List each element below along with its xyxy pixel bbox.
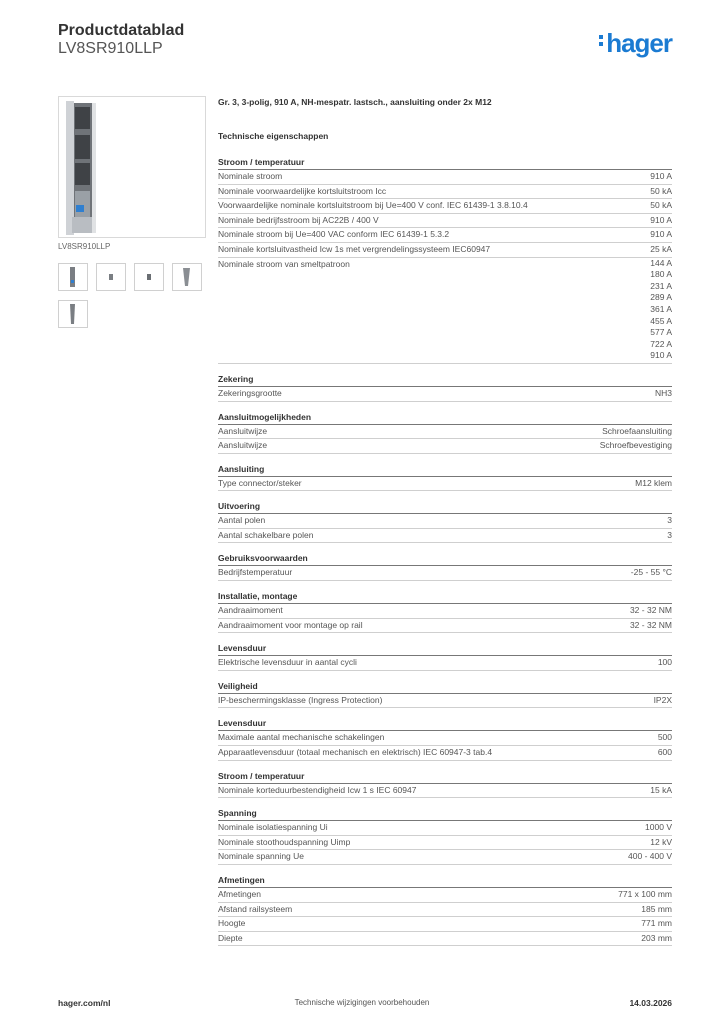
spec-value: 3 <box>667 529 672 540</box>
spec-value: 100 <box>657 657 672 668</box>
spec-label: Maximale aantal mechanische schakelingen <box>218 732 385 743</box>
spec-value: 910 A <box>650 229 672 240</box>
spec-value: 32 - 32 NM <box>629 605 672 616</box>
spec-label: Zekeringsgrootte <box>218 387 282 398</box>
spec-row <box>218 425 672 440</box>
group-title: Aansluiting <box>218 463 672 477</box>
spec-row <box>218 228 672 243</box>
spec-value-item: 455 A <box>650 315 672 326</box>
spec-group <box>218 680 672 709</box>
thumbnail-image <box>173 264 201 290</box>
spec-value-item: 577 A <box>650 327 672 338</box>
spec-label: Nominale isolatiespanning Ui <box>218 822 328 833</box>
thumbnail-image <box>97 264 125 290</box>
thumbnail-4[interactable] <box>172 263 202 291</box>
spec-label: Nominale stroom <box>218 171 283 181</box>
spec-label: Type connector/steker <box>218 477 302 488</box>
spec-value-item: 180 A <box>650 269 672 280</box>
spec-row <box>218 439 672 454</box>
group-title: Levensduur <box>218 642 672 656</box>
product-photo[interactable] <box>58 96 206 238</box>
spec-label: Aantal schakelbare polen <box>218 529 314 540</box>
spec-row <box>218 214 672 229</box>
footer-notice: Technische wijzigingen voorbehouden <box>294 998 430 1007</box>
group-title: Levensduur <box>218 717 672 731</box>
spec-value: NH3 <box>654 387 672 398</box>
spec-value: IP2X <box>653 694 672 705</box>
spec-value-item: 289 A <box>650 292 672 303</box>
spec-row <box>218 170 672 185</box>
spec-label: Voorwaardelijke nominale kortsluitstroom bij Ue=400 V conf. IEC 61439-1 3.8.10.4 <box>218 200 528 211</box>
spec-row <box>218 514 672 529</box>
spec-group <box>218 552 672 581</box>
spec-value-item: 722 A <box>650 338 672 349</box>
spec-label: IP-beschermingsklasse (Ingress Protection) <box>218 694 383 705</box>
spec-value-item: 231 A <box>650 280 672 291</box>
spec-label: Aandraaimoment <box>218 605 283 616</box>
page-title: Productdatablad <box>58 22 185 39</box>
spec-label: Hoogte <box>218 918 246 929</box>
spec-row <box>218 917 672 932</box>
spec-value: 50 kA <box>650 185 672 196</box>
spec-value: 203 mm <box>641 932 672 943</box>
spec-value: 500 <box>657 732 672 743</box>
spec-row <box>218 243 672 258</box>
spec-row <box>218 784 672 799</box>
photo-caption: LV8SR910LLP <box>58 242 111 251</box>
spec-value: 32 - 32 NM <box>629 619 672 630</box>
spec-value: 3 <box>667 515 672 526</box>
spec-value-item: 361 A <box>650 303 672 314</box>
spec-label: Apparaatlevensduur (totaal mechanisch en elektrisch) IEC 60947-3 tab.4 <box>218 747 493 758</box>
spec-label: Nominale bedrijfsstroom bij AC22B / 400 V <box>218 214 379 225</box>
spec-label: Nominale stroom van smeltpatroon <box>218 258 350 269</box>
spec-label: Diepte <box>218 932 243 943</box>
spec-value: M12 klem <box>635 477 672 488</box>
group-title: Uitvoering <box>218 500 672 514</box>
spec-group <box>218 373 672 402</box>
spec-group <box>218 642 672 671</box>
group-title: Gebruiksvoorwaarden <box>218 552 672 566</box>
spec-row <box>218 656 672 671</box>
spec-row <box>218 604 672 619</box>
spec-group <box>218 590 672 633</box>
spec-value-item: 144 A <box>650 257 672 268</box>
spec-value: 25 kA <box>650 243 672 254</box>
spec-row <box>218 694 672 709</box>
spec-row <box>218 731 672 746</box>
spec-label: Nominale kortsluitvastheid Icw 1s met vergrendelingssysteem IEC60947 <box>218 243 491 254</box>
spec-label: Aandraaimoment voor montage op rail <box>218 619 363 630</box>
spec-value: 910 A <box>650 214 672 225</box>
logo-dots <box>599 32 604 49</box>
spec-group <box>218 411 672 454</box>
product-code: LV8SR910LLP <box>58 40 163 57</box>
spec-value <box>650 258 672 362</box>
spec-row <box>218 529 672 544</box>
spec-value: 15 kA <box>650 784 672 795</box>
spec-label: Nominale spanning Ue <box>218 851 304 862</box>
spec-group <box>218 807 672 865</box>
group-title: Stroom / temperatuur <box>218 770 672 784</box>
spec-row <box>218 836 672 851</box>
spec-row <box>218 903 672 918</box>
spec-row <box>218 387 672 402</box>
spec-label: Afmetingen <box>218 889 261 899</box>
spec-value: Schroefbevestiging <box>599 440 672 451</box>
spec-label: Nominale stoothoudspanning Uimp <box>218 836 351 847</box>
thumbnail-image <box>135 264 163 290</box>
spec-value: Schroefaansluiting <box>602 425 672 436</box>
hager-logo <box>599 28 672 59</box>
group-title: Veiligheid <box>218 680 672 694</box>
spec-row <box>218 477 672 492</box>
thumbnail-5[interactable] <box>58 300 88 328</box>
group-title: Aansluitmogelijkheden <box>218 411 672 425</box>
spec-value: 185 mm <box>641 903 672 914</box>
spec-row <box>218 850 672 865</box>
spec-row <box>218 932 672 947</box>
spec-label: Aansluitwijze <box>218 440 268 451</box>
spec-label: Nominale voorwaardelijke kortsluitstroom Icc <box>218 185 387 196</box>
spec-value: 12 kV <box>650 836 672 847</box>
thumbnail-image <box>59 264 87 290</box>
spec-value: 1000 V <box>645 822 672 833</box>
spec-label: Elektrische levensduur in aantal cycli <box>218 657 357 668</box>
spec-group <box>218 874 672 946</box>
spec-group <box>218 770 672 799</box>
spec-group <box>218 500 672 543</box>
thumbnail-3[interactable] <box>134 263 164 291</box>
spec-label: Nominale stroom bij Ue=400 VAC conform IEC 61439-1 5.3.2 <box>218 229 450 240</box>
spec-row <box>218 258 672 364</box>
spec-label: Bedrijfstemperatuur <box>218 567 293 578</box>
spec-value: 600 <box>657 747 672 758</box>
spec-row <box>218 566 672 581</box>
spec-group <box>218 463 672 492</box>
spec-row <box>218 619 672 634</box>
spec-row <box>218 821 672 836</box>
spec-label: Nominale korteduurbestendigheid Icw 1 s IEC 60947 <box>218 784 417 795</box>
thumbnail-image <box>59 301 87 327</box>
spec-group <box>218 156 672 364</box>
section-heading: Technische eigenschappen <box>218 131 329 141</box>
footer-website[interactable]: hager.com/nl <box>58 998 111 1008</box>
logo-text: hager <box>606 28 672 58</box>
spec-group <box>218 717 672 760</box>
product-description: Gr. 3, 3-polig, 910 A, NH-mespatr. lastsch., aansluiting onder 2x M12 <box>218 97 492 107</box>
group-title: Spanning <box>218 807 672 821</box>
thumbnail-1[interactable] <box>58 263 88 291</box>
spec-value: 400 - 400 V <box>628 851 672 862</box>
group-title: Zekering <box>218 373 672 387</box>
spec-row <box>218 888 672 903</box>
spec-row <box>218 199 672 214</box>
spec-table <box>218 156 672 955</box>
spec-row <box>218 746 672 761</box>
spec-value: 771 x 100 mm <box>618 889 672 899</box>
spec-value: 50 kA <box>650 200 672 211</box>
spec-value: 771 mm <box>641 918 672 929</box>
footer-date: 14.03.2026 <box>629 998 672 1008</box>
group-title: Installatie, montage <box>218 590 672 604</box>
spec-label: Aantal polen <box>218 515 266 526</box>
group-title: Afmetingen <box>218 874 672 888</box>
spec-value: -25 - 55 °C <box>630 567 672 578</box>
thumbnail-2[interactable] <box>96 263 126 291</box>
spec-row <box>218 185 672 200</box>
spec-value-item: 910 A <box>650 350 672 361</box>
spec-value: 910 A <box>650 171 672 181</box>
fuse-switch-image <box>59 97 205 237</box>
group-title: Stroom / temperatuur <box>218 156 672 170</box>
spec-label: Aansluitwijze <box>218 425 268 436</box>
spec-label: Afstand railsysteem <box>218 903 293 914</box>
